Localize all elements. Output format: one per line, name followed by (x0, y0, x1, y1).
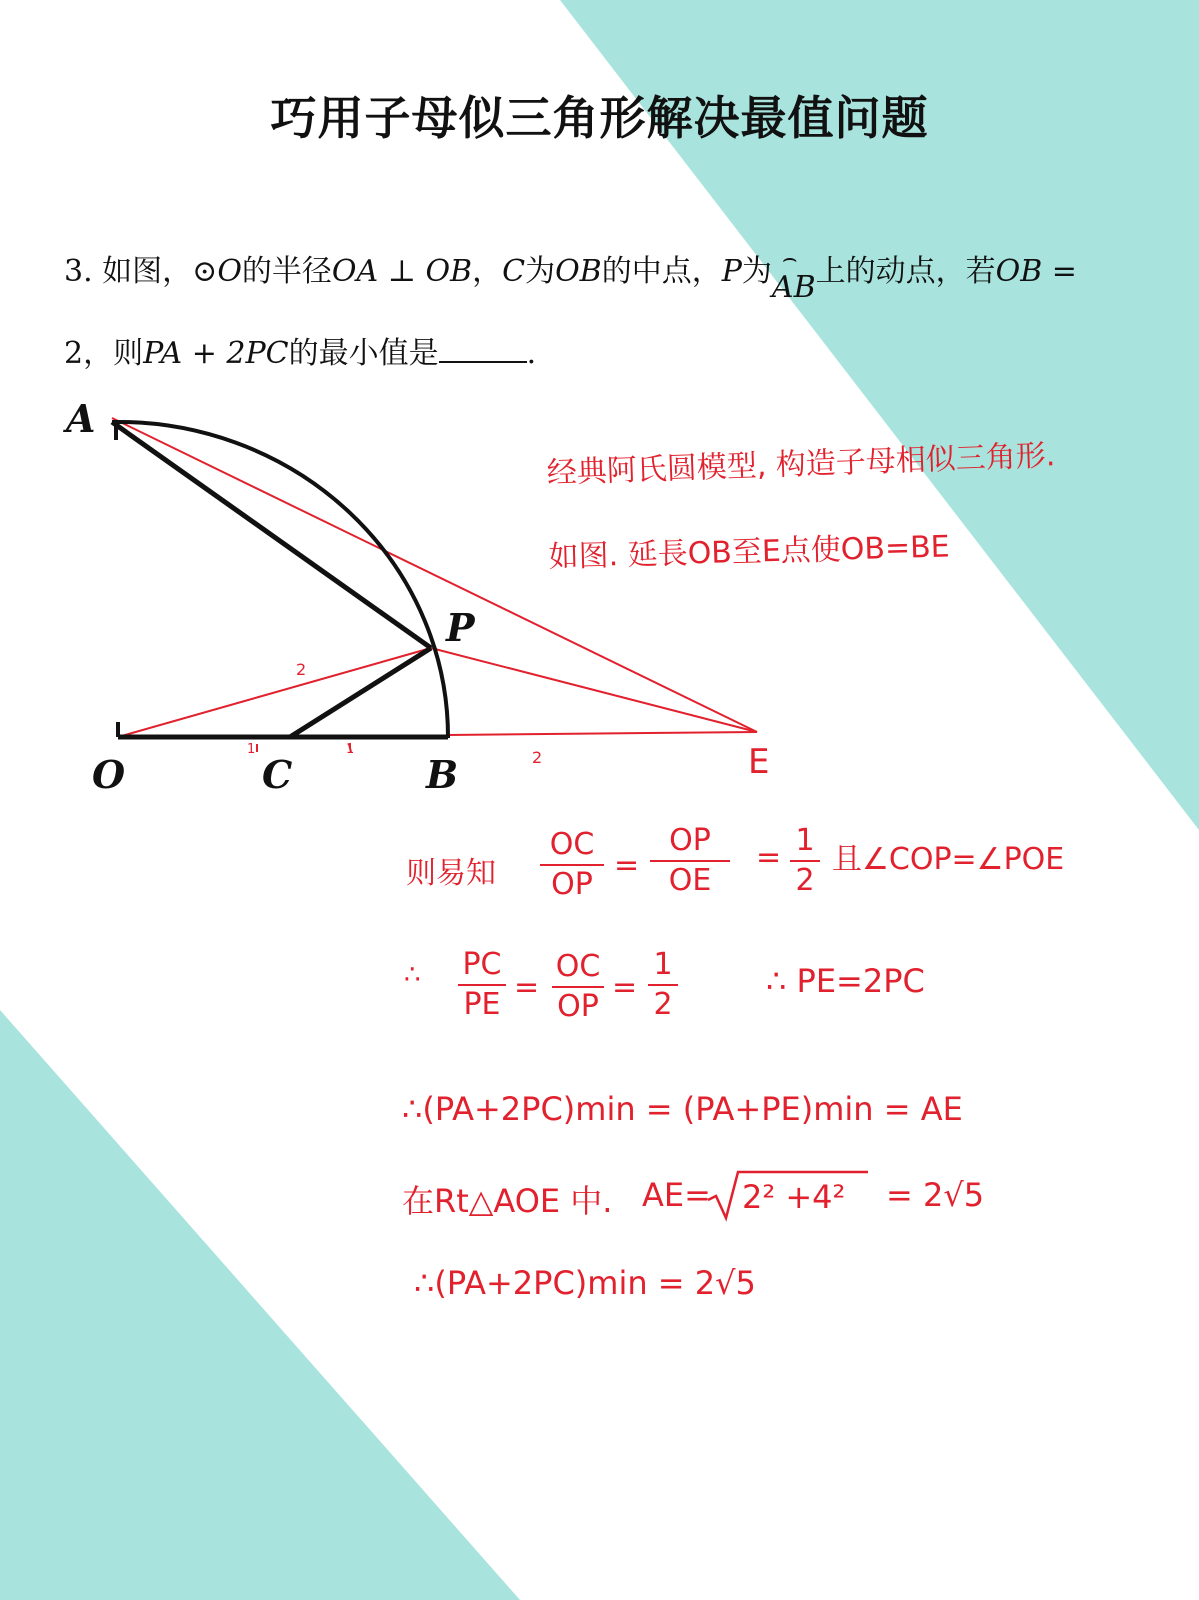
fraction-numerator: OC (549, 827, 595, 862)
math-ob-equals: OB = (995, 254, 1077, 289)
step4-radicand: 2² +4² (742, 1178, 846, 1216)
segment-op (118, 648, 431, 737)
step1-suffix: 且∠COP=∠POE (832, 842, 1065, 877)
equals-sign: = (614, 848, 640, 883)
question-text: 为 (741, 254, 772, 289)
equals-sign: = (514, 970, 540, 1005)
question-text: 2，则 (64, 336, 144, 371)
fraction-numerator: OP (669, 823, 711, 858)
label-e: E (748, 742, 770, 782)
page-title: 巧用子母似三角形解决最值问题 (270, 91, 929, 145)
step2-conclusion: ∴ PE=2PC (766, 962, 925, 1000)
note-line-2: 如图. 延長OB至E点使OB=BE (548, 529, 951, 575)
fraction-denominator: OE (668, 863, 712, 898)
mark-op-length: 2 (296, 660, 307, 679)
fraction-denominator: OP (557, 989, 599, 1024)
step2-fraction-2 (552, 948, 604, 1026)
question-text: ， (472, 254, 503, 289)
arc-label: AB (771, 270, 816, 305)
step4-prefix: 在Rt△AOE 中. (402, 1182, 613, 1220)
label-a: A (66, 396, 96, 441)
math-ob: OB (555, 254, 602, 289)
label-o: O (92, 752, 126, 797)
fraction-numerator: PC (462, 947, 502, 982)
math-c: C (502, 254, 526, 289)
step1-fraction-1 (540, 826, 604, 904)
fraction-numerator: 1 (653, 947, 673, 982)
question-text: 上的动点，若 (815, 254, 996, 289)
step2-fraction-1 (458, 946, 506, 1024)
equals-sign: = (756, 840, 782, 875)
segment-pe (431, 648, 757, 732)
mark-oc-length: 1 (247, 742, 256, 757)
step4-rhs: = 2√5 (886, 1176, 985, 1214)
mark-be-length: 2 (532, 748, 543, 767)
segment-be (448, 732, 757, 735)
therefore-symbol: ∴ (404, 960, 421, 990)
math-expression: PA + 2PC (143, 336, 289, 371)
step4-lhs: AE= (642, 1176, 711, 1214)
equals-sign: = (612, 970, 638, 1005)
label-p: P (446, 605, 475, 650)
step2-fraction-3 (648, 946, 678, 1024)
mark-cb-length: 1 (346, 742, 355, 757)
fraction-denominator: 2 (653, 987, 673, 1022)
label-b: B (426, 752, 459, 797)
label-c: C (262, 752, 293, 797)
step1-fraction-2 (650, 822, 730, 900)
question-number: 3. (64, 254, 93, 289)
math-o: O (217, 254, 242, 289)
fraction-numerator: 1 (795, 823, 815, 858)
fraction-denominator: PE (463, 987, 501, 1022)
question-text: 为 (525, 254, 556, 289)
note-line-1: 经典阿氏圆模型, 构造子母相似三角形. (546, 438, 1056, 491)
segment-pc (290, 648, 431, 737)
arc-symbol: ⌢ (781, 244, 798, 272)
step1-prefix: 则易知 (406, 856, 496, 891)
question-text: . (526, 336, 537, 371)
question-text: 的半径 (241, 254, 332, 289)
fraction-denominator: OP (551, 867, 593, 902)
step3: ∴(PA+2PC)min = (PA+PE)min = AE (402, 1090, 963, 1128)
fraction-denominator: 2 (795, 863, 815, 898)
math-p: P (721, 254, 742, 289)
math-perpendicular: OA ⊥ OB (331, 254, 473, 289)
fraction-numerator: OC (555, 949, 601, 984)
question-text: 如图，⊙ (102, 254, 218, 289)
step5: ∴(PA+2PC)min = 2√5 (414, 1264, 756, 1302)
question-text: 的最小值是 (288, 336, 439, 371)
question-text: 的中点， (601, 254, 722, 289)
step1-fraction-3 (790, 822, 820, 900)
